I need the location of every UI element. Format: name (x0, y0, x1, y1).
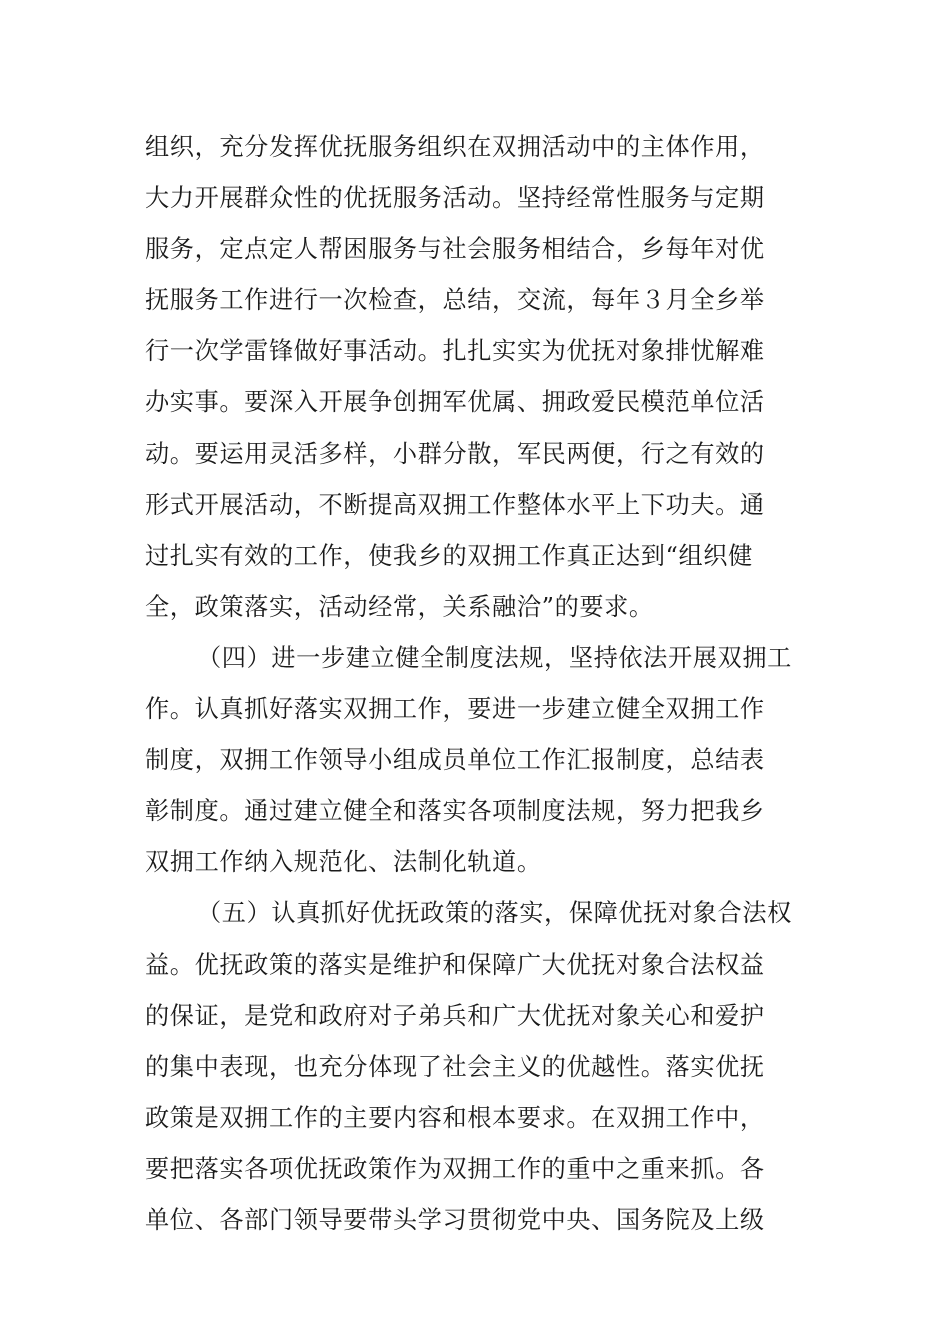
text-line: 服务，定点定人帮困服务与社会服务相结合，乡每年对优 (145, 235, 765, 264)
text-line: 彰制度。通过建立健全和落实各项制度法规，努力把我乡 (145, 797, 765, 826)
text-line: 动。要运用灵活多样，小群分散，军民两便，行之有效的 (145, 439, 765, 468)
section-heading-line: （四）进一步建立健全制度法规，坚持依法开展双拥工 (197, 643, 792, 672)
text-line: 行一次学雷锋做好事活动。扎扎实实为优抚对象排忧解难 (145, 337, 765, 366)
text-line: 制度，双拥工作领导小组成员单位工作汇报制度，总结表 (145, 746, 765, 775)
text-line: 要把落实各项优抚政策作为双拥工作的重中之重来抓。各 (145, 1154, 765, 1183)
text-line: 大力开展群众性的优抚服务活动。坚持经常性服务与定期 (145, 184, 765, 213)
text-line: 组织，充分发挥优抚服务组织在双拥活动中的主体作用， (145, 133, 765, 161)
text-line: 双拥工作纳入规范化、法制化轨道。 (145, 848, 542, 877)
text-line: 的保证，是党和政府对子弟兵和广大优抚对象关心和爱护 (145, 1001, 765, 1030)
section-heading-line: （五）认真抓好优抚政策的落实，保障优抚对象合法权 (197, 899, 792, 928)
text-line: 的集中表现，也充分体现了社会主义的优越性。落实优抚 (145, 1052, 765, 1081)
text-line: 单位、各部门领导要带头学习贯彻党中央、国务院及上级 (145, 1205, 765, 1234)
document-body (145, 122, 810, 1246)
text-line: 办实事。要深入开展争创拥军优属、拥政爱民模范单位活 (145, 388, 765, 417)
text-line: 形式开展活动，不断提高双拥工作整体水平上下功夫。通 (145, 490, 765, 519)
text-line: 过扎实有效的工作，使我乡的双拥工作真正达到“组织健 (145, 541, 753, 570)
text-line: 抚服务工作进行一次检查，总结，交流，每年３月全乡举 (145, 286, 765, 315)
text-line: 全，政策落实，活动经常，关系融洽”的要求。 (145, 592, 654, 621)
text-line: 益。优抚政策的落实是维护和保障广大优抚对象合法权益 (145, 950, 765, 979)
text-line: 作。认真抓好落实双拥工作，要进一步建立健全双拥工作 (145, 695, 765, 724)
text-line: 政策是双拥工作的主要内容和根本要求。在双拥工作中， (145, 1103, 765, 1132)
